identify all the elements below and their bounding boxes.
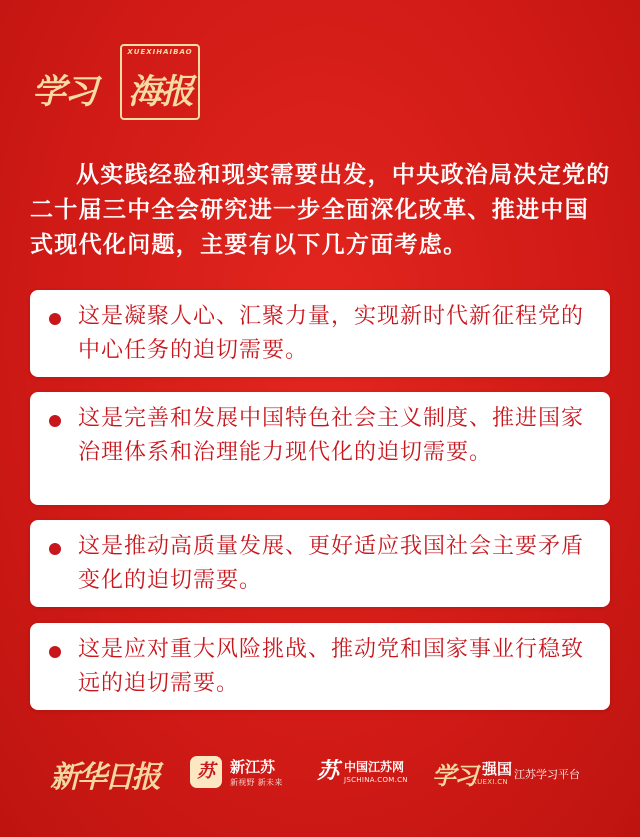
logo-haibao-text: 海报 [128, 72, 192, 112]
jiangsu-xuexi-platform: 江苏学习平台 [514, 768, 580, 781]
xinjiangsu-name: 新江苏 [230, 758, 276, 776]
point-text: 这是凝聚人心、汇聚力量，实现新时代新征程党的中心任务的迫切需要。 [78, 304, 585, 363]
logo-stamp-frame [120, 44, 200, 120]
jschina-domain: JSCHINA.COM.CN [344, 776, 408, 784]
jschina-logo-icon: 苏 [316, 759, 339, 784]
intro-paragraph: 从实践经验和现实需要出发，中央政治局决定党的二十届三中全会研究进一步全面深化改革、推进中国式现代化问题，主要有以下几方面考虑。 [30, 162, 611, 258]
bullet-dot-icon [49, 646, 61, 658]
jschina-name: 中国江苏网 [344, 760, 405, 774]
point-card-4 [30, 623, 610, 710]
point-text: 这是推动高质量发展、更好适应我国社会主要矛盾变化的迫切需要。 [78, 534, 585, 593]
bullet-dot-icon [49, 313, 61, 325]
xinjiangsu-slogan: 新视野 新未来 [230, 778, 283, 787]
logo-stamp-tag: XUEXIHAIBAO [127, 48, 193, 56]
point-card-3 [30, 520, 610, 607]
footer-partner-logos [0, 742, 640, 802]
bullet-dot-icon [49, 415, 61, 427]
xuexi-qiangguo-name: 强国 [482, 760, 513, 778]
xuexi-qiangguo-logo: 学习 [432, 761, 476, 790]
bullet-dot-icon [49, 543, 61, 555]
xuexi-domain: XUEXI.CN [472, 778, 508, 786]
logo-xuexi-text: 学习 [32, 72, 96, 112]
point-card-1 [30, 290, 610, 377]
xinhua-daily-logo: 新华日报 [50, 760, 158, 795]
point-card-2 [30, 392, 610, 505]
point-text: 这是应对重大风险挑战、推动党和国家事业行稳致远的迫切需要。 [78, 637, 585, 696]
point-text: 这是完善和发展中国特色社会主义制度、推进国家治理体系和治理能力现代化的迫切需要。 [78, 406, 585, 465]
xuexi-haibao-logo [32, 38, 202, 128]
xinjiangsu-app-icon: 苏 [190, 756, 222, 788]
